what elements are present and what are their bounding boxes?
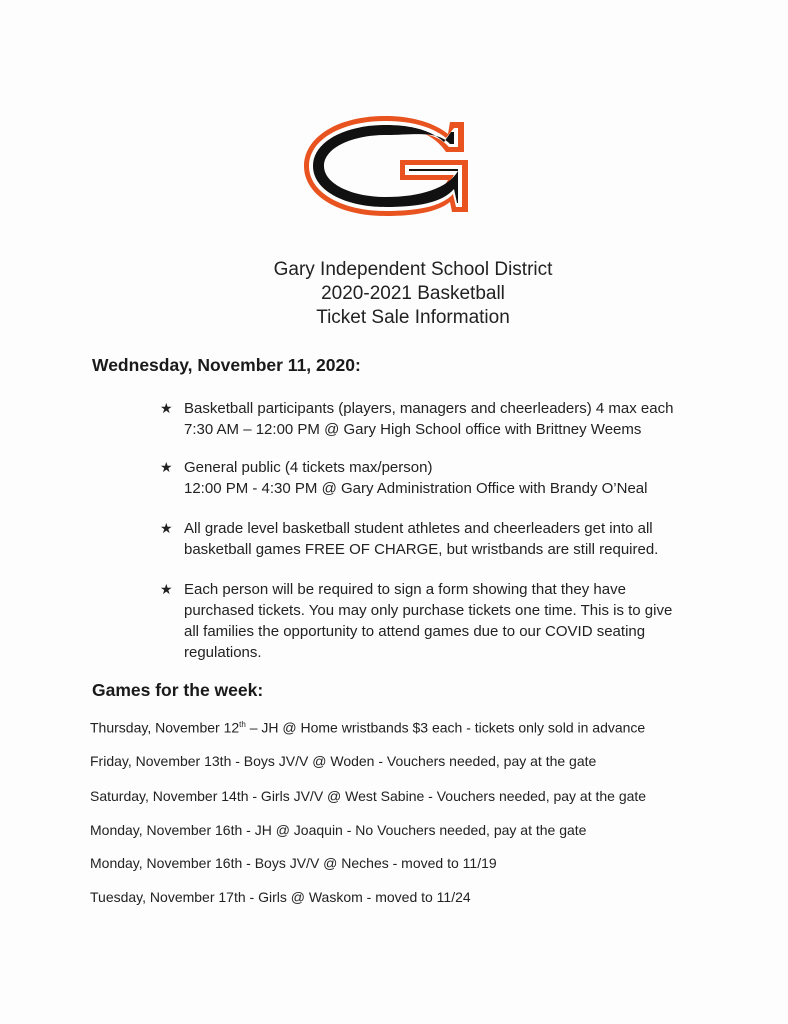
season-title: 2020-2021 Basketball <box>321 283 505 304</box>
games-heading: Games for the week: <box>92 680 264 700</box>
sale-date-heading: Wednesday, November 11, 2020: <box>92 355 361 375</box>
star-bullet-icon: ★ <box>160 459 173 475</box>
school-g-logo <box>296 112 478 218</box>
game-item: Monday, November 16th - Boys JV/V @ Neches - moved to 11/19 <box>90 855 497 871</box>
district-name: Gary Independent School District <box>273 259 553 280</box>
star-bullet-icon: ★ <box>160 520 173 536</box>
game-item: Saturday, November 14th - Girls JV/V @ West Sabine - Vouchers needed, pay at the gate <box>90 788 647 804</box>
game-item: Friday, November 13th - Boys JV/V @ Woden - Vouchers needed, pay at the gate <box>90 753 597 769</box>
star-bullet-icon: ★ <box>160 400 173 416</box>
bullet-item <box>160 518 658 560</box>
star-bullet-icon: ★ <box>160 581 173 597</box>
bullet-text: All grade level basketball student athletes and cheerleaders get into all <box>184 520 653 537</box>
bullet-text: 12:00 PM - 4:30 PM @ Gary Administration Office with Brandy O’Neal <box>184 480 648 497</box>
bullet-text: General public (4 tickets max/person) <box>184 459 433 476</box>
bullet-text: basketball games FREE OF CHARGE, but wristbands are still required. <box>184 541 659 558</box>
bullet-item <box>160 398 673 440</box>
ticket-info-title: Ticket Sale Information <box>316 307 510 328</box>
game-item: Tuesday, November 17th - Girls @ Waskom - moved to 11/24 <box>90 889 471 905</box>
bullet-text: regulations. <box>184 644 262 661</box>
bullet-text: all families the opportunity to attend games due to our COVID seating <box>184 623 646 640</box>
bullet-item <box>160 579 672 663</box>
document-title-block <box>0 258 788 330</box>
bullet-text: purchased tickets. You may only purchase tickets one time. This is to give <box>184 602 673 619</box>
game-text: – JH @ Home wristbands $3 each - tickets only sold in advance <box>245 719 646 736</box>
game-text: Thursday, November 12 <box>90 719 240 736</box>
game-item <box>90 716 645 737</box>
bullet-text: Each person will be required to sign a form showing that they have <box>184 581 626 598</box>
bullet-item <box>160 457 647 499</box>
bullet-text: 7:30 AM – 12:00 PM @ Gary High School office with Brittney Weems <box>184 421 642 438</box>
bullet-text: Basketball participants (players, managers and cheerleaders) 4 max each <box>184 400 674 417</box>
ordinal-suffix: th <box>239 720 246 729</box>
game-item: Monday, November 16th - JH @ Joaquin - No Vouchers needed, pay at the gate <box>90 822 587 838</box>
